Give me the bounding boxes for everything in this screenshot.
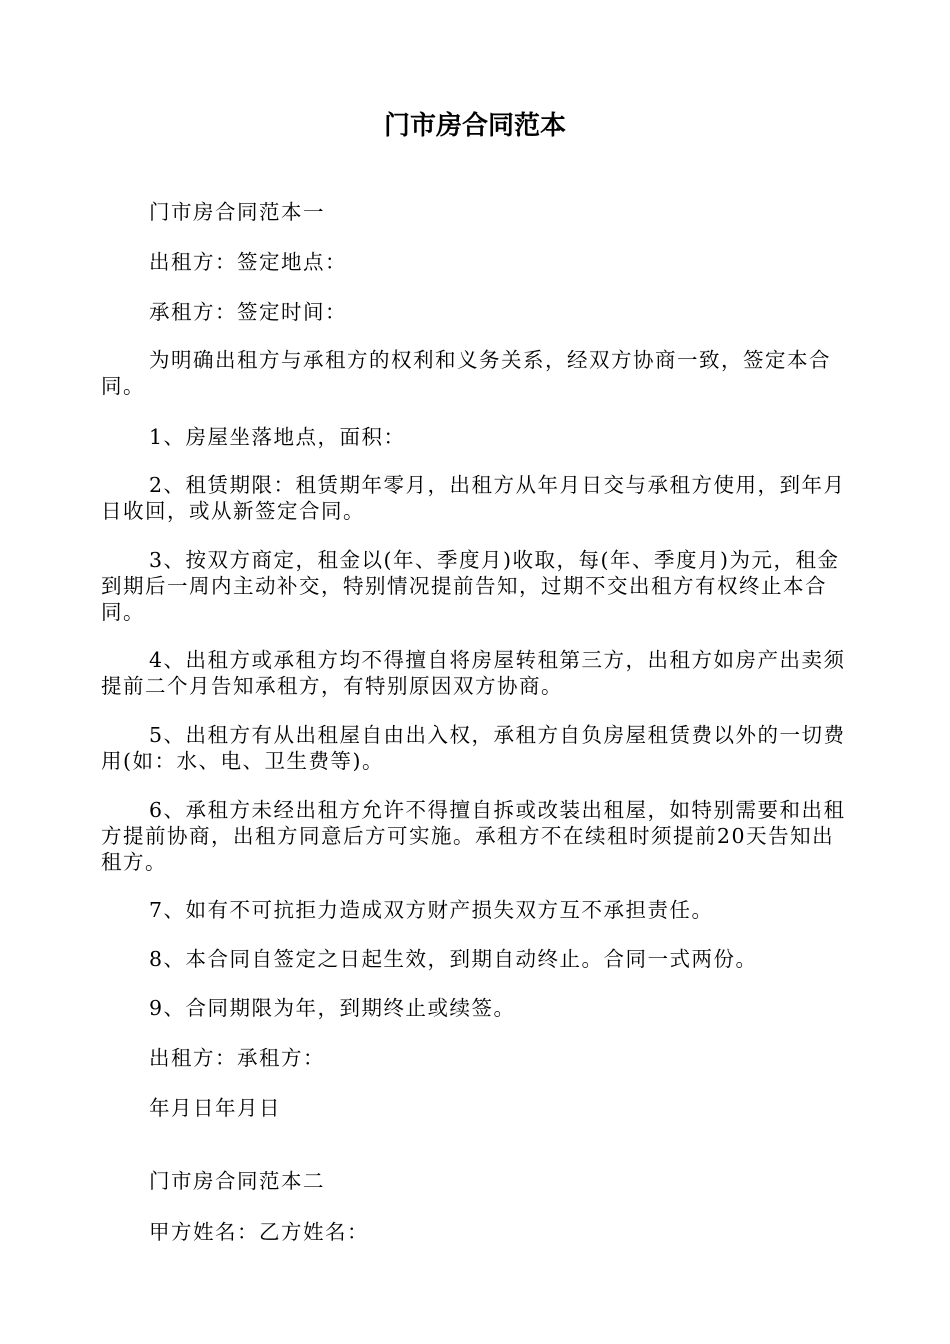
lessor-signing-place: 出租方：签定地点： xyxy=(149,250,347,274)
party-names: 甲方姓名：乙方姓名： xyxy=(149,1220,369,1244)
clause-9: 9、合同期限为年，到期终止或续签。 xyxy=(149,996,516,1020)
clause-5: 5、出租方有从出租屋自由出入权，承租方自负房屋租赁费以外的一切费用(如：水、电、卫生费等)。 xyxy=(101,723,846,773)
section-heading-1: 门市房合同范本一 xyxy=(149,200,325,224)
signature-parties: 出租方：承租方： xyxy=(149,1046,325,1070)
clause-2: 2、租赁期限：租赁期年零月，出租方从年月日交与承租方使用，到年月日收回，或从新签定合同。 xyxy=(101,473,846,523)
lessee-signing-time: 承租方：签定时间： xyxy=(149,300,347,324)
clause-8: 8、本合同自签定之日起生效，到期自动终止。合同一式两份。 xyxy=(149,947,758,971)
contract-preamble: 为明确出租方与承租方的权利和义务关系，经双方协商一致，签定本合同。 xyxy=(101,348,831,398)
signature-dates: 年月日年月日 xyxy=(149,1096,281,1120)
clause-6: 6、承租方未经出租方允许不得擅自拆或改装出租屋，如特别需要和出租方提前协商，出租方同意后方可实施。承租方不在续租时须提前20天告知出租方。 xyxy=(101,798,846,874)
clause-1: 1、房屋坐落地点，面积： xyxy=(149,425,406,449)
document-title: 门市房合同范本 xyxy=(383,111,566,141)
section-heading-2: 门市房合同范本二 xyxy=(149,1169,325,1193)
clause-3: 3、按双方商定，租金以(年、季度月)收取，每(年、季度月)为元，租金到期后一周内主动补交，特别情况提前告知，过期不交出租方有权终止本合同。 xyxy=(101,548,840,624)
clause-4: 4、出租方或承租方均不得擅自将房屋转租第三方，出租方如房产出卖须提前二个月告知承租方，有特别原因双方协商。 xyxy=(101,648,846,698)
clause-7: 7、如有不可抗拒力造成双方财产损失双方互不承担责任。 xyxy=(149,898,714,922)
